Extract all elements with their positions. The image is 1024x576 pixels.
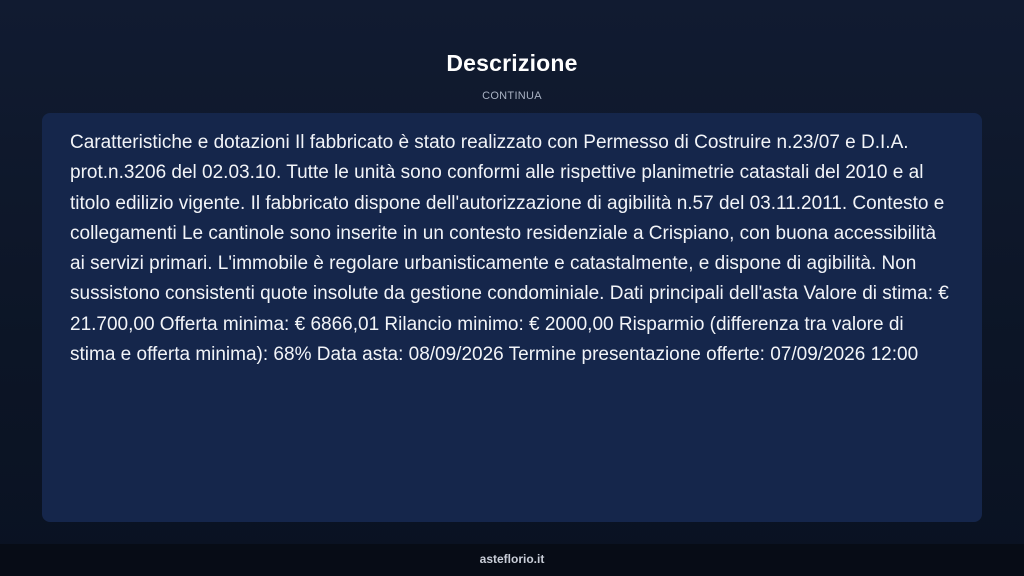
description-text: Caratteristiche e dotazioni Il fabbricato è stato realizzato con Permesso di Costruire n.23/07 e D.I.A. prot.n.3206 del 02.03.10. Tutte le unità sono conformi alle rispettive planimetrie catastali del 2010 e al titolo edilizio vigente. Il fabbricato dispone dell'autorizzazione di agibilità n.57 del 03.11.2011. Contesto e collegamenti Le cantinole sono inserite in un contesto residenziale a Crispiano, con buona accessibilità ai servizi primari. L'immobile è regolare urbanisticamente e catastalmente, e dispone di agibilità. Non sussistono consistenti quote insolute da gestione condominiale. Dati principali dell'asta Valore di stima: € 21.700,00 Offerta minima: € 6866,01 Rilancio minimo: € 2000,00 Risparmio (differenza tra valore di stima e offerta minima): 68% Data asta: 08/09/2026 Termine presentazione offerte: 07/09/2026 12:00 (70, 132, 949, 366)
continue-label: CONTINUA (482, 90, 542, 102)
description-card (42, 113, 982, 522)
page-title: Descrizione (446, 50, 578, 76)
footer-bar (0, 544, 1024, 576)
footer-site-link[interactable]: asteflorio.it (479, 552, 545, 566)
